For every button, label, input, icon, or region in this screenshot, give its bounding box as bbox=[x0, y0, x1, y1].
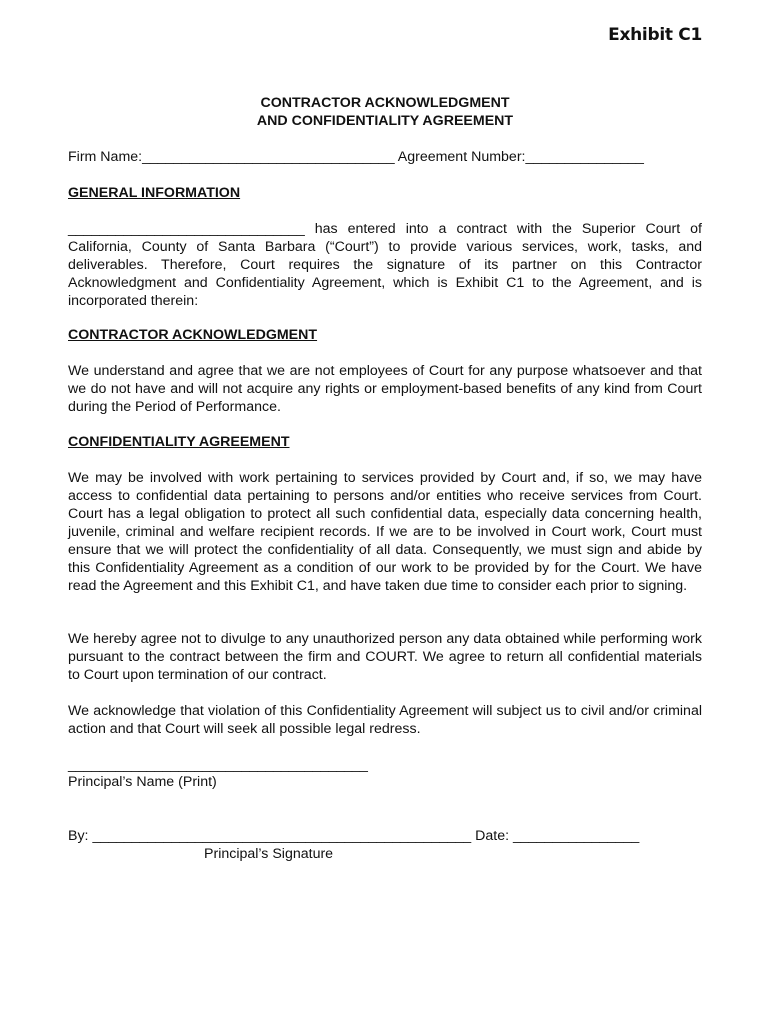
general-information-heading: GENERAL INFORMATION bbox=[68, 185, 241, 201]
general-information-text: ______________________________ has entered into a contract with the Superior Court of California, County of Santa Barbara (“Court”) to provide various services, work, tasks, and deliverables. Therefore, Court requires the signature of its partner on this Contractor Acknowledgment and Confidentiality Agreement, which is Exhibit C1 to the Agreement, and is incorporated therein: bbox=[68, 221, 702, 309]
contractor-acknowledgment-heading: CONTRACTOR ACKNOWLEDGMENT bbox=[68, 327, 318, 343]
document-title-line2: AND CONFIDENTIALITY AGREEMENT bbox=[256, 113, 514, 129]
exhibit-label: Exhibit C1 bbox=[608, 25, 702, 45]
confidentiality-paragraph-2: We hereby agree not to divulge to any unauthorized person any data obtained while performing work pursuant to the contract between the firm and COURT. We agree to return all confidential materials to Court upon termination of our contract. bbox=[68, 631, 702, 683]
signature-date-line: By: ________________________________________________ Date: ________________ bbox=[68, 828, 640, 844]
contractor-acknowledgment-text: We understand and agree that we are not employees of Court for any purpose whatsoever and that we do not have and will not acquire any rights or employment-based benefits of any kind from Court during the Period of Performance. bbox=[68, 363, 702, 415]
principal-signature-label: Principal’s Signature bbox=[204, 846, 334, 862]
document-title-line1: CONTRACTOR ACKNOWLEDGMENT bbox=[260, 95, 510, 111]
principal-name-line: ______________________________________ bbox=[68, 757, 368, 773]
firm-name-agreement-number-line: Firm Name:________________________________ Agreement Number:_______________ bbox=[68, 149, 644, 165]
confidentiality-agreement-heading: CONFIDENTIALITY AGREEMENT bbox=[68, 434, 290, 450]
confidentiality-paragraph-1: We may be involved with work pertaining to services provided by Court and, if so, we may have access to confidential data pertaining to persons and/or entities who receive services from Court. Court has a legal obligation to protect all such confidential data, especially data concerning health, juvenile, criminal and welfare recipient records. If we are to be involved in Court work, Court must ensure that we will protect the confidentiality of all data. Consequently, we must sign and abide by this Confidentiality Agreement as a condition of our work to be provided by for the Court. We have read the Agreement and this Exhibit C1, and have taken due time to consider each prior to signing. bbox=[68, 470, 702, 594]
principal-name-label: Principal’s Name (Print) bbox=[68, 774, 217, 790]
confidentiality-paragraph-3: We acknowledge that violation of this Confidentiality Agreement will subject us to civil and/or criminal action and that Court will seek all possible legal redress. bbox=[68, 703, 702, 737]
